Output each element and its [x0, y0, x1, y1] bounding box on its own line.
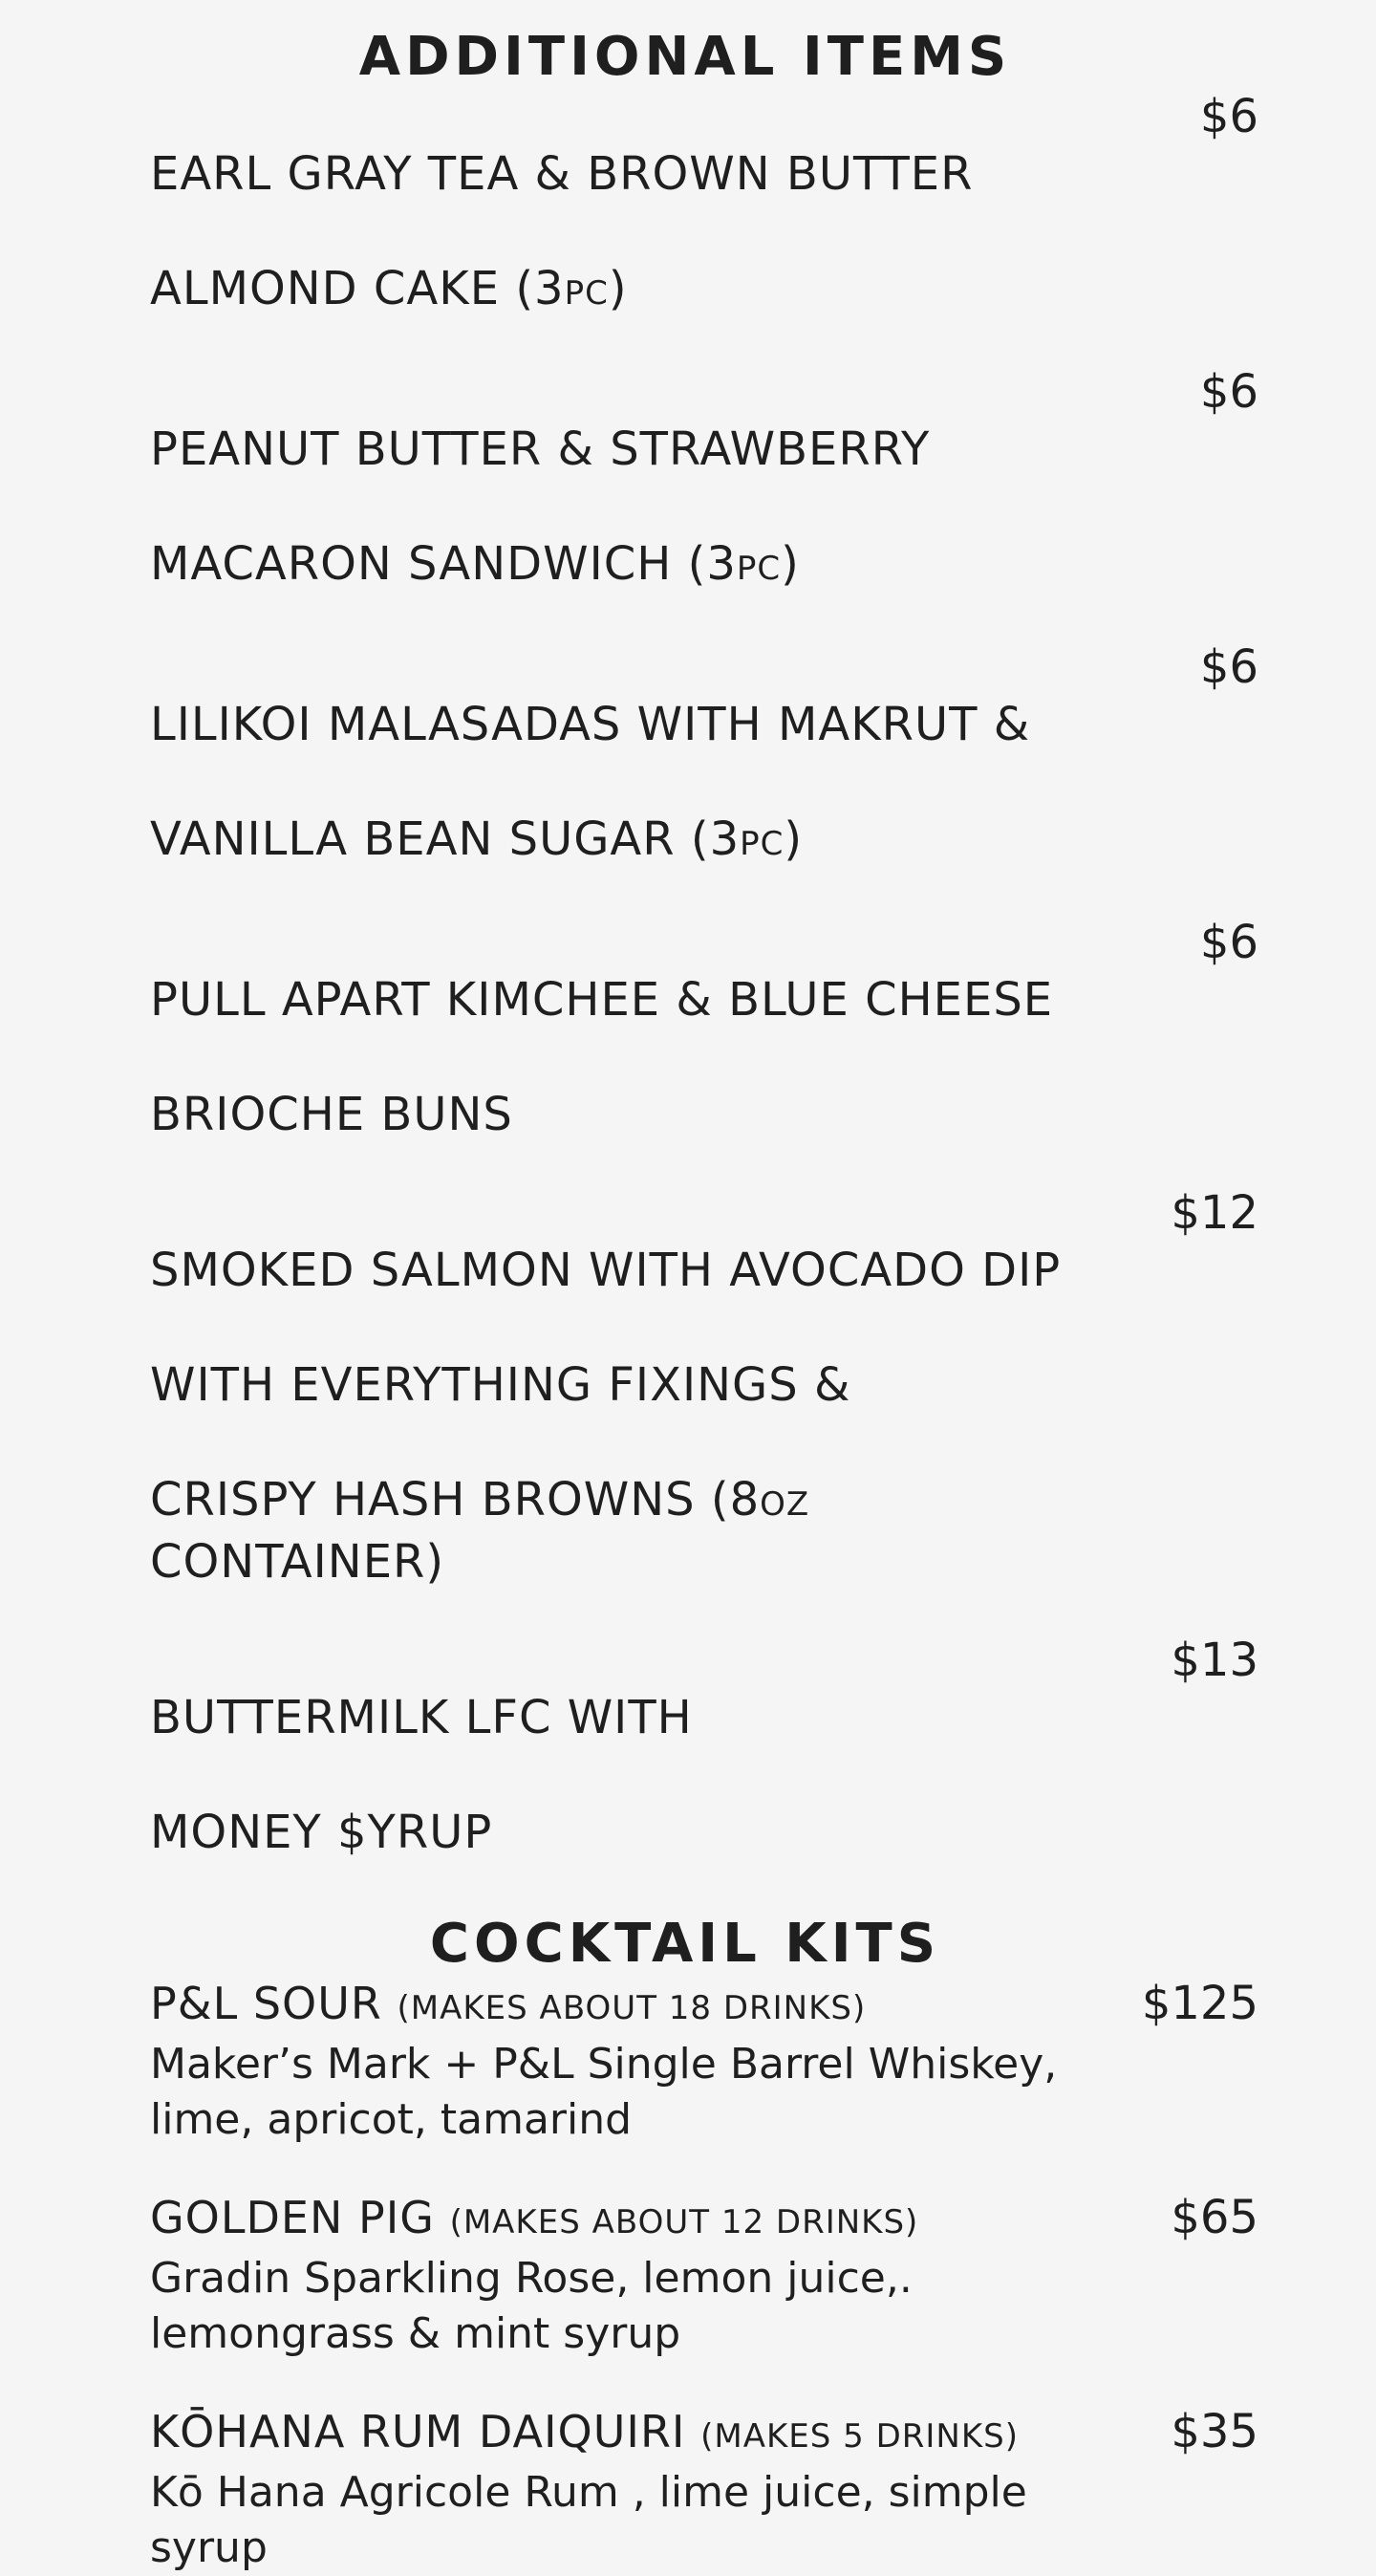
menu-item-name-line: PEANUT BUTTER & STRAWBERRY [150, 422, 931, 476]
cocktail-kit-name: KŌHANA RUM DAIQUIRI [150, 2406, 686, 2457]
menu-item-name-line: SMOKED SALMON WITH AVOCADO DIP [150, 1244, 1062, 1297]
menu-item-name [150, 88, 1115, 322]
additional-items-title: ADDITIONAL ITEMS [358, 26, 1012, 88]
cocktail-kit-details [150, 2403, 1115, 2576]
menu-item-name-line: BUTTERMILK LFC WITH [150, 1691, 693, 1744]
cocktail-kit-heading [150, 2189, 1115, 2251]
menu-item-name-line: PULL APART KIMCHEE & BLUE CHEESE [150, 973, 1054, 1027]
cocktail-kit-name: GOLDEN PIG [150, 2192, 435, 2243]
menu-item-size-unit: PC [740, 825, 785, 863]
menu-item-name [150, 639, 1115, 873]
menu-item-name-line: MONEY $YRUP [150, 1806, 493, 1859]
cocktail-kit-price: $35 [1171, 2405, 1258, 2458]
cocktail-kit [150, 1975, 1258, 2148]
menu-item-name [150, 914, 1115, 1143]
menu-item-name-end: ) [784, 812, 804, 866]
cocktail-kit-yield: (MAKES ABOUT 18 DRINKS) [397, 1989, 867, 2027]
cocktail-kit-price: $65 [1171, 2191, 1258, 2244]
menu-item-name [150, 1184, 1115, 1591]
cocktail-kit [150, 2189, 1258, 2362]
additional-items-list [150, 88, 1258, 1861]
menu-item-name-line: CRISPY HASH BROWNS (8 [150, 1473, 761, 1526]
menu-item-price: $6 [1199, 640, 1258, 694]
cocktail-kit-price: $125 [1141, 1977, 1258, 2030]
menu-item-name-end: ) [781, 537, 800, 591]
menu-item-name-line: MACARON SANDWICH (3 [150, 537, 737, 591]
cocktail-kit-heading [150, 2403, 1115, 2465]
menu-item-size-unit: OZ [760, 1485, 810, 1524]
menu-item-price: $12 [1171, 1186, 1258, 1240]
menu-item [150, 88, 1258, 322]
cocktail-kit-yield: (MAKES ABOUT 12 DRINKS) [449, 2203, 919, 2241]
cocktail-kit-yield: (MAKES 5 DRINKS) [700, 2417, 1019, 2456]
menu-item-size-unit: PC [564, 274, 609, 313]
cocktail-kit-details [150, 1975, 1115, 2148]
menu-item-name-line: WITH EVERYTHING FIXINGS & [150, 1358, 851, 1412]
menu-page [150, 27, 1258, 2576]
menu-item [150, 363, 1258, 597]
menu-item-price: $13 [1171, 1634, 1258, 1687]
menu-item-size-unit: PC [736, 550, 782, 588]
cocktail-kit-heading [150, 1975, 1115, 2037]
menu-item [150, 639, 1258, 873]
menu-item-price: $6 [1199, 916, 1258, 969]
cocktail-kit-description: Maker’s Mark + P&L Single Barrel Whiskey, lime, apricot, tamarind [150, 2040, 1058, 2144]
menu-item-name-line: BRIOCHE BUNS [150, 1088, 513, 1141]
menu-item-price: $6 [1199, 365, 1258, 419]
cocktail-kits-list [150, 1975, 1258, 2576]
cocktail-kit-name: P&L SOUR [150, 1978, 382, 2029]
menu-item [150, 914, 1258, 1143]
cocktail-kit [150, 2403, 1258, 2576]
menu-item-name-line: LILIKOI MALASADAS WITH MAKRUT & [150, 698, 1031, 751]
cocktail-kit-description: Gradin Sparkling Rose, lemon juice,. lemongrass & mint syrup [150, 2254, 913, 2358]
menu-item-price: $6 [1199, 90, 1258, 143]
menu-item [150, 1184, 1258, 1591]
menu-item-name-line: ALMOND CAKE (3 [150, 262, 565, 315]
menu-item-name-line: EARL GRAY TEA & BROWN BUTTER [150, 147, 974, 201]
cocktail-kit-description: Kō Hana Agricole Rum , lime juice, simple syrup [150, 2468, 1027, 2572]
cocktail-kit-details [150, 2189, 1115, 2362]
menu-item-name-end: ) [608, 262, 628, 315]
menu-item-name-line: VANILLA BEAN SUGAR (3 [150, 812, 741, 866]
menu-item [150, 1632, 1258, 1861]
menu-item-name [150, 1632, 1115, 1861]
menu-item-name [150, 363, 1115, 597]
menu-item-name-end: CONTAINER) [150, 1535, 445, 1589]
cocktail-kits-title: COCKTAIL KITS [429, 1913, 941, 1975]
